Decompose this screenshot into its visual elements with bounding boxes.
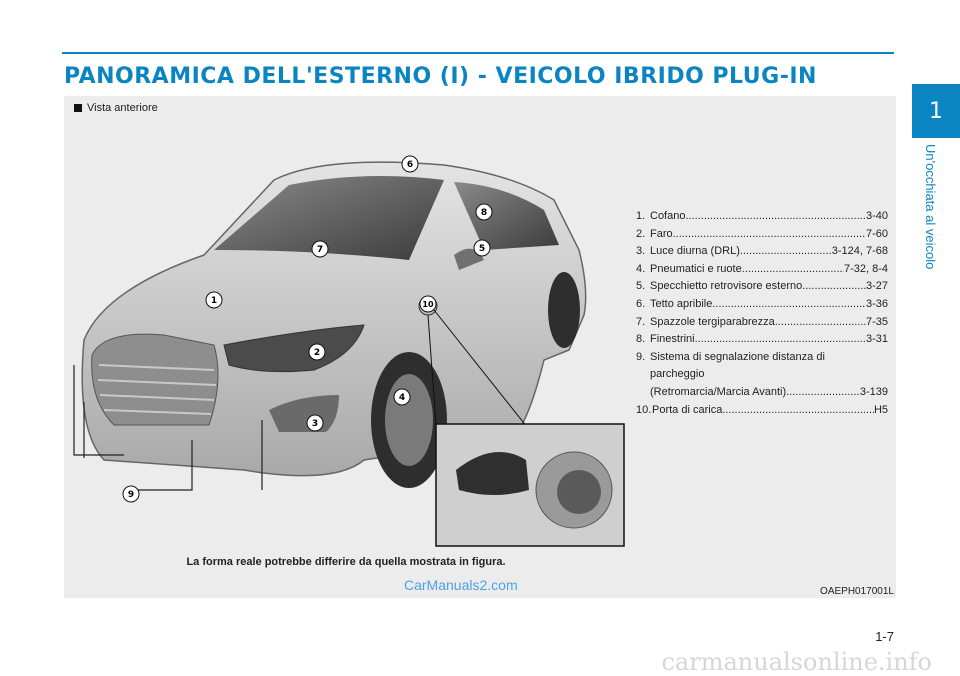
list-item: 4. Pneumatici e ruote ..... 7-32, 8-4 bbox=[636, 261, 888, 279]
list-item: 5. Specchietto retrovisore esterno ..... 3-27 bbox=[636, 278, 888, 296]
svg-text:5: 5 bbox=[478, 244, 486, 254]
callout-5 bbox=[474, 240, 490, 256]
svg-text:9: 9 bbox=[127, 490, 135, 500]
list-item: 9. Sistema di segnalazione distanza di parcheggio (Retromarcia/Marcia Avanti) ..... 3-139 bbox=[636, 349, 888, 402]
callout-8 bbox=[476, 204, 492, 220]
list-item: 2. Faro ..... 7-60 bbox=[636, 226, 888, 244]
list-item: 7. Spazzole tergiparabrezza ..... 7-35 bbox=[636, 314, 888, 332]
header-rule bbox=[62, 52, 894, 54]
svg-text:4: 4 bbox=[398, 393, 406, 403]
callout-1 bbox=[206, 292, 222, 308]
svg-text:1: 1 bbox=[210, 296, 218, 306]
figure-code: OAEPH017001L bbox=[820, 586, 894, 597]
rear-wheel bbox=[548, 272, 580, 348]
view-label-text: Vista anteriore bbox=[87, 102, 158, 114]
callout-4 bbox=[394, 389, 410, 405]
square-bullet-icon bbox=[74, 104, 82, 112]
list-item: 10. Porta di carica ..... H5 bbox=[636, 402, 888, 420]
svg-text:6: 6 bbox=[406, 160, 414, 170]
list-item: 3. Luce diurna (DRL) ..... 3-124, 7-68 bbox=[636, 243, 888, 261]
list-item: 1. Cofano ..... 3-40 bbox=[636, 208, 888, 226]
figure-caption: La forma reale potrebbe differire da quella mostrata in figura. bbox=[186, 556, 506, 568]
callout-7 bbox=[312, 241, 328, 257]
car-illustration bbox=[64, 140, 628, 550]
svg-text:8: 8 bbox=[480, 208, 488, 218]
view-label bbox=[74, 102, 158, 114]
list-item: 6. Tetto apribile ..... 3-36 bbox=[636, 296, 888, 314]
svg-text:3: 3 bbox=[311, 419, 319, 429]
callout-9 bbox=[123, 486, 139, 502]
page-title: PANORAMICA DELL'ESTERNO (I) - VEICOLO IBRIDO PLUG-IN bbox=[64, 64, 817, 89]
list-item: 8. Finestrini ..... 3-31 bbox=[636, 331, 888, 349]
callout-6 bbox=[402, 156, 418, 172]
chapter-tab[interactable]: 1 bbox=[912, 84, 960, 138]
svg-text:2: 2 bbox=[313, 348, 321, 358]
page-number: 1-7 bbox=[875, 629, 894, 644]
footer-watermark: carmanualsonline.info bbox=[661, 648, 932, 676]
callout-2 bbox=[309, 344, 325, 360]
chapter-title: Un'occhiata al veicolo bbox=[923, 144, 938, 270]
component-list bbox=[636, 208, 888, 419]
watermark: CarManuals2.com bbox=[404, 577, 518, 593]
callout-3 bbox=[307, 415, 323, 431]
svg-text:7: 7 bbox=[316, 245, 324, 255]
svg-text:10: 10 bbox=[422, 300, 434, 309]
callout-10 bbox=[420, 296, 436, 312]
